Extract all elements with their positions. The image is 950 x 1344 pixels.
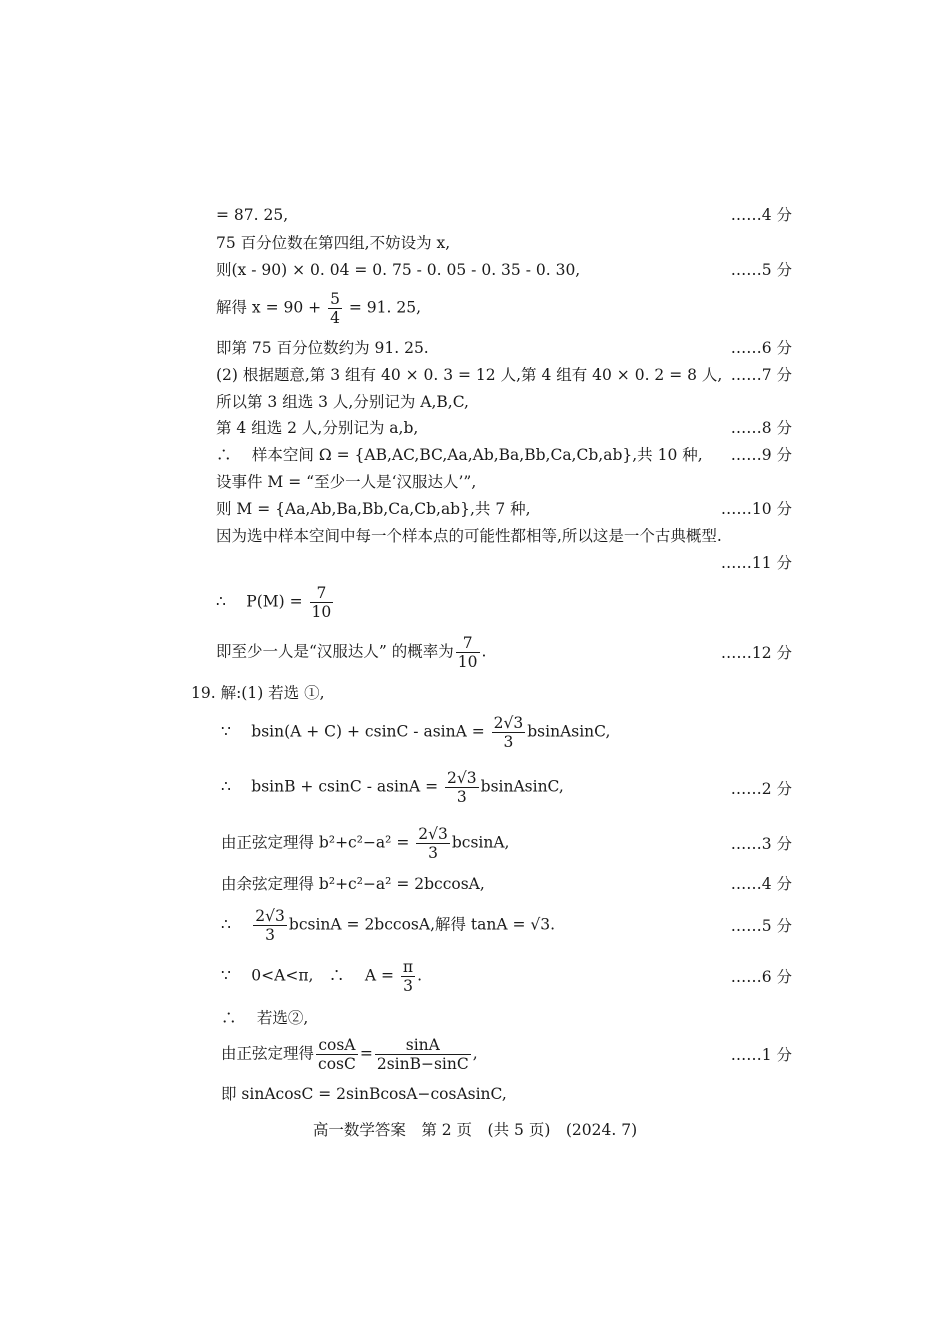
line-8: 第 4 组选 2 人,分别记为 a,b,: [216, 419, 419, 437]
line-3: 则(x - 90) × 0. 04 = 0. 75 - 0. 05 - 0. 35 - 0. 30,: [216, 261, 581, 279]
line-9: ∴ 样本空间 Ω = {AB,AC,BC,Aa,Ab,Ba,Bb,Ca,Cb,ab},共 10 种,: [216, 446, 703, 464]
line-14: ∴ P(M) = $\frac{7}{10}$: [216, 584, 332, 621]
line-15: 即至少一人是“汉服达人” 的概率为 $\frac{7}{10}$ .: [216, 634, 487, 671]
score-12: ……12 分: [720, 644, 792, 662]
page-footer: 高一数学答案 第 2 页 (共 5 页) (2024. 7): [312, 1121, 638, 1139]
line-23: ∴ 若选②,: [221, 1009, 309, 1027]
line-11: 则 M = {Aa,Ab,Ba,Bb,Ca,Cb,ab},共 7 种,: [216, 500, 531, 518]
line-1: = 87. 25,: [216, 206, 289, 224]
score-3: ……3 分: [730, 835, 792, 853]
score-1: ……1 分: [730, 1046, 792, 1064]
score-11: ……11 分: [720, 554, 792, 572]
line-2: 75 百分位数在第四组,不妨设为 x,: [216, 234, 451, 252]
line-16: 19. 解:(1) 若选 ①,: [191, 684, 325, 702]
line-6: (2) 根据题意,第 3 组有 40 × 0. 3 = 12 人,第 4 组有 40 × 0. 2 = 8 人,: [216, 366, 723, 384]
score-8: ……8 分: [730, 419, 792, 437]
line-12: 因为选中样本空间中每一个样本点的可能性都相等,所以这是一个古典概型.: [216, 527, 722, 545]
score-4: ……4 分: [730, 206, 792, 224]
line-18: ∴ bsinB + csinC - asinA = $\frac{2√3}{3}$ bsinAsinC,: [221, 769, 564, 806]
line-25: 即 sinAcosC = 2sinBcosA−cosAsinC,: [221, 1085, 507, 1103]
score-7a: ……7 分: [730, 366, 792, 384]
line-5: 即第 75 百分位数约为 91. 25.: [216, 339, 429, 357]
line-7: 所以第 3 组选 3 人,分别记为 A,B,C,: [216, 393, 469, 411]
score-5b: ……5 分: [730, 917, 792, 935]
score-10: ……10 分: [720, 500, 792, 518]
line-20: 由余弦定理得 b²+c²−a² = 2bccosA,: [221, 875, 485, 893]
line-19: 由正弦定理得 b²+c²−a² = $\frac{2√3}{3}$ bcsinA,: [221, 825, 510, 862]
score-6b: ……6 分: [730, 968, 792, 986]
score-4b: ……4 分: [730, 875, 792, 893]
line-10: 设事件 M = “至少一人是‘汉服达人’”,: [216, 473, 477, 491]
score-6a: ……6 分: [730, 339, 792, 357]
line-24: 由正弦定理得 $\frac{\cos A}{\cos C}$ = $\frac{\sin A}{2\sin B-\sin C}$ ,: [221, 1036, 478, 1073]
score-5: ……5 分: [730, 261, 792, 279]
score-9: ……9 分: [730, 446, 792, 464]
line-17: ∵ bsin(A + C) + csinC - asinA = $\frac{2√3}{3}$ bsinAsinC,: [221, 714, 611, 751]
line-21: ∴ $\frac{2√3}{3}$ bcsinA = 2bccosA,解得 tanA = √3.: [221, 907, 556, 944]
line-4: 解得 x = 90 + $\frac{5}{4}$ = 91. 25,: [216, 290, 422, 327]
score-2: ……2 分: [730, 780, 792, 798]
line-22: ∵ 0<A<π, ∴ A = $\frac{\pi}{3}$ .: [221, 958, 423, 995]
